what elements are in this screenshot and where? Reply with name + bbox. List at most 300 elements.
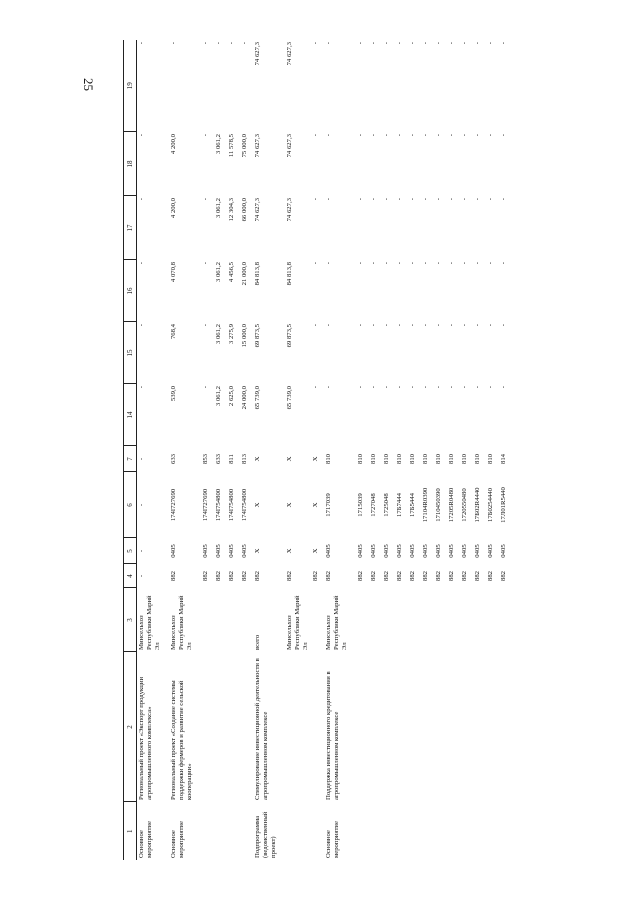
table-cell: -	[138, 198, 146, 201]
column-header: 5	[124, 538, 137, 564]
column-header: 3	[124, 588, 137, 652]
table-cell: 882	[382, 570, 390, 582]
table-cell: 0405	[460, 544, 468, 558]
table-row	[408, 40, 421, 860]
table-cell: 1725048	[382, 493, 390, 517]
table-cell: 813	[241, 453, 249, 465]
table-cell: -	[138, 457, 146, 461]
table-cell: -	[382, 42, 390, 45]
table-cell: -	[421, 42, 429, 45]
table-cell: 174I754800	[228, 488, 236, 522]
column-header: 15	[124, 322, 137, 384]
table-cell: -	[356, 386, 364, 389]
table-cell	[311, 588, 324, 652]
table-cell: -	[382, 134, 390, 137]
table-cell: -	[486, 386, 494, 389]
table-cell: 0405	[241, 544, 249, 558]
table-cell: -	[434, 324, 442, 327]
table-cell: 17Б5444	[408, 493, 416, 517]
table-cell	[434, 652, 447, 802]
table-cell: 882	[473, 570, 481, 582]
table-cell: 810	[382, 453, 390, 465]
table-cell	[486, 588, 499, 652]
table-row	[473, 40, 486, 860]
table-cell: 0405	[202, 544, 210, 558]
table-cell: -	[369, 198, 377, 201]
table-cell: -	[356, 198, 364, 201]
table-cell: -	[421, 262, 429, 265]
table-cell	[201, 802, 214, 860]
table-cell: -	[382, 262, 390, 265]
table-cell: -	[382, 386, 390, 389]
table-cell: Минсельхоз Республики Марий Эл	[286, 595, 310, 650]
table-cell: -	[369, 386, 377, 389]
table-cell	[473, 802, 486, 860]
table-cell: 84 813,8	[286, 262, 294, 286]
table-cell: -	[356, 324, 364, 327]
table-cell: -	[138, 574, 146, 578]
table-cell: 0405	[228, 544, 236, 558]
table-cell: 69 873,5	[254, 324, 262, 348]
table-cell: -	[356, 262, 364, 265]
table-cell: 74 627,3	[286, 134, 294, 158]
table-cell: 12 304,3	[228, 198, 236, 222]
table-cell: 17Б02R4440	[473, 487, 481, 523]
table-cell: 11 578,5	[228, 134, 236, 158]
table-row	[356, 40, 369, 860]
table-cell: -	[324, 386, 332, 389]
header-row	[124, 40, 137, 860]
table-cell	[240, 802, 253, 860]
table-row	[240, 40, 253, 860]
table-cell: X	[286, 456, 294, 462]
table-row	[214, 40, 227, 860]
table-cell: 810	[434, 453, 442, 465]
table-row	[434, 40, 447, 860]
table-cell: -	[395, 324, 403, 327]
table-cell: 811	[228, 454, 236, 464]
table-cell	[499, 588, 512, 652]
table-cell: Подпрограмма (ведомственный проект)	[254, 811, 278, 858]
table-cell: 768,4	[170, 324, 178, 340]
table-row	[285, 40, 311, 860]
table-cell: -	[460, 324, 468, 327]
table-cell: 17Л01R5440	[499, 487, 507, 523]
table-cell: 84 813,8	[254, 262, 262, 286]
table-cell: -	[228, 42, 236, 45]
table-cell: 4 456,5	[228, 262, 236, 283]
table-cell: 15 000,0	[241, 324, 249, 348]
table-cell: -	[369, 42, 377, 45]
table-cell: 810	[421, 453, 429, 465]
table-cell: 174I754800	[241, 488, 249, 522]
table-cell: -	[421, 134, 429, 137]
table-cell: 3 061,2	[215, 324, 223, 345]
table-cell: 3 061,2	[215, 198, 223, 219]
table-cell: 882	[170, 570, 178, 582]
table-cell: -	[460, 262, 468, 265]
table-cell: 0405	[408, 544, 416, 558]
table-cell: -	[434, 262, 442, 265]
table-cell	[408, 588, 421, 652]
table-cell: 882	[228, 570, 236, 582]
table-row	[421, 40, 434, 860]
table-cell: X	[254, 548, 262, 554]
table-cell: Минсельхоз Республики Марий Эл	[138, 595, 162, 650]
table-cell: 882	[486, 570, 494, 582]
table-cell: всего	[254, 634, 262, 650]
table-cell	[201, 588, 214, 652]
table-cell: -	[215, 42, 223, 45]
table-cell: -	[447, 42, 455, 45]
table-cell: -	[460, 198, 468, 201]
table-cell: Основное мероприятие	[170, 821, 186, 858]
table-cell: 74 627,3	[254, 42, 262, 66]
table-cell: -	[324, 262, 332, 265]
table-cell: -	[324, 324, 332, 327]
table-cell: -	[447, 324, 455, 327]
table-cell	[227, 802, 240, 860]
table-cell: 1717039	[324, 493, 332, 517]
table-cell: 2 625,0	[228, 386, 236, 407]
table-cell: 0405	[356, 544, 364, 558]
table-cell: -	[382, 198, 390, 201]
table-cell: 882	[324, 570, 332, 582]
table-row	[227, 40, 240, 860]
table-cell: -	[311, 134, 319, 137]
table-cell	[499, 802, 512, 860]
table-cell	[214, 588, 227, 652]
table-cell: 17Б7444	[395, 493, 403, 517]
table-cell	[369, 652, 382, 802]
table-cell	[421, 652, 434, 802]
table-cell	[356, 588, 369, 652]
table-cell: -	[434, 198, 442, 201]
table-cell: -	[460, 386, 468, 389]
rotated-table-container	[123, 40, 578, 860]
table-cell: -	[421, 198, 429, 201]
table-cell: -	[486, 198, 494, 201]
table-cell: -	[311, 262, 319, 265]
table-cell: 4 070,8	[170, 262, 178, 283]
table-cell: 810	[369, 453, 377, 465]
column-header: 17	[124, 196, 137, 260]
table-cell: -	[421, 386, 429, 389]
table-cell: -	[138, 386, 146, 389]
table-cell	[499, 652, 512, 802]
table-cell: 810	[395, 453, 403, 465]
table-cell: 882	[460, 570, 468, 582]
table-cell: 17Б0254440	[486, 488, 494, 522]
table-cell: 882	[215, 570, 223, 582]
table-cell	[285, 802, 311, 860]
table-cell: 882	[241, 570, 249, 582]
table-cell: 0405	[382, 544, 390, 558]
table-cell: 810	[447, 453, 455, 465]
table-cell: 74 627,3	[286, 198, 294, 222]
table-cell: Поддержка инвестиционного кредитования в агропромышленном комплексе	[324, 671, 340, 800]
table-row	[395, 40, 408, 860]
table-cell: 0405	[215, 544, 223, 558]
table-cell: -	[138, 324, 146, 327]
table-cell: -	[311, 386, 319, 389]
table-cell: Региональный проект «Экспорт продукции агропромышленного комплекса»	[138, 676, 154, 800]
table-cell	[434, 802, 447, 860]
table-cell: 0405	[486, 544, 494, 558]
table-row	[137, 40, 170, 860]
table-cell: -	[473, 324, 481, 327]
table-cell: -	[311, 324, 319, 327]
table-cell: -	[395, 42, 403, 45]
table-cell: -	[486, 262, 494, 265]
table-cell: 17205R0480	[447, 487, 455, 523]
table-cell: -	[486, 42, 494, 45]
table-cell: 3 275,9	[228, 324, 236, 345]
table-cell: 3 061,2	[215, 262, 223, 283]
table-cell: 539,0	[170, 386, 178, 402]
table-cell: 814	[499, 453, 507, 465]
table-row	[169, 40, 201, 860]
table-cell: 74 627,3	[286, 42, 294, 66]
table-cell	[356, 652, 369, 802]
table-cell: 810	[460, 453, 468, 465]
table-cell: X	[286, 502, 294, 508]
table-cell: 882	[434, 570, 442, 582]
table-cell: X	[254, 502, 262, 508]
table-cell: 75 000,0	[241, 134, 249, 158]
table-cell: -	[473, 386, 481, 389]
table-cell: -	[447, 198, 455, 201]
table-cell	[369, 802, 382, 860]
table-cell	[369, 588, 382, 652]
table-cell: -	[408, 324, 416, 327]
table-cell	[486, 652, 499, 802]
table-cell	[408, 652, 421, 802]
column-header: 6	[124, 472, 137, 538]
table-cell: 65 739,0	[286, 386, 294, 410]
table-cell	[285, 652, 311, 802]
table-cell: 882	[286, 570, 294, 582]
table-cell: 882	[408, 570, 416, 582]
table-row	[447, 40, 460, 860]
table-cell: X	[311, 456, 319, 462]
table-cell: -	[499, 42, 507, 45]
table-cell: 633	[215, 453, 223, 465]
page-number: 25	[81, 78, 96, 91]
table-cell: Основное мероприятие	[324, 821, 340, 858]
table-cell: 1710450390	[434, 488, 442, 522]
column-header: 2	[124, 652, 137, 802]
table-cell: -	[395, 198, 403, 201]
table-cell: 810	[473, 453, 481, 465]
table-cell	[447, 802, 460, 860]
table-cell	[214, 652, 227, 802]
table-cell: -	[499, 324, 507, 327]
table-cell: -	[202, 386, 210, 389]
table-cell: 66 000,0	[241, 198, 249, 222]
table-cell: 21 000,0	[241, 262, 249, 286]
table-cell: 0405	[421, 544, 429, 558]
table-cell: 0405	[447, 544, 455, 558]
table-cell: 3 061,2	[215, 386, 223, 407]
table-cell: 0405	[473, 544, 481, 558]
table-cell: 174I754800	[215, 488, 223, 522]
table-cell	[395, 652, 408, 802]
table-row	[486, 40, 499, 860]
table-cell: X	[286, 548, 294, 554]
table-cell	[201, 652, 214, 802]
table-cell: 810	[486, 453, 494, 465]
table-cell: 0405	[170, 544, 178, 558]
table-row	[201, 40, 214, 860]
column-header: 7	[124, 446, 137, 472]
table-cell: 882	[395, 570, 403, 582]
table-cell: Минсельхоз Республики Марий Эл	[170, 595, 194, 650]
table-cell: X	[311, 548, 319, 554]
table-cell: -	[138, 262, 146, 265]
table-cell: 1727048	[369, 493, 377, 517]
table-cell: 853	[202, 453, 210, 465]
table-cell: 0405	[324, 544, 332, 558]
table-cell: 174I727690	[170, 488, 178, 522]
table-row	[369, 40, 382, 860]
table-cell: X	[311, 502, 319, 508]
table-cell: X	[254, 456, 262, 462]
budget-table	[123, 40, 512, 860]
table-cell: 24 000,0	[241, 386, 249, 410]
table-cell: 0405	[395, 544, 403, 558]
table-row	[253, 40, 285, 860]
table-cell	[447, 652, 460, 802]
table-cell: -	[473, 134, 481, 137]
table-cell: 0405	[499, 544, 507, 558]
table-cell: 810	[408, 453, 416, 465]
table-cell: -	[473, 42, 481, 45]
table-cell: 17104R0390	[421, 487, 429, 523]
table-cell	[460, 588, 473, 652]
table-cell	[447, 588, 460, 652]
table-cell: 882	[499, 570, 507, 582]
table-cell: -	[447, 386, 455, 389]
table-cell: -	[421, 324, 429, 327]
table-cell: -	[138, 503, 146, 507]
table-cell: -	[447, 262, 455, 265]
table-cell	[473, 588, 486, 652]
table-cell: -	[408, 42, 416, 45]
table-row	[460, 40, 473, 860]
table-cell: 633	[170, 453, 178, 465]
table-cell: -	[486, 324, 494, 327]
table-cell	[473, 652, 486, 802]
table-cell: -	[356, 42, 364, 45]
table-cell	[356, 802, 369, 860]
table-cell: -	[408, 262, 416, 265]
table-cell: -	[170, 42, 178, 45]
table-cell: -	[324, 42, 332, 45]
table-cell: -	[395, 262, 403, 265]
table-cell: -	[369, 324, 377, 327]
table-cell	[311, 652, 324, 802]
table-cell: 882	[447, 570, 455, 582]
table-cell: Минсельхоз Республики Марий Эл	[324, 595, 348, 650]
table-cell: 174I727690	[202, 488, 210, 522]
table-cell: 69 873,5	[286, 324, 294, 348]
table-cell	[395, 802, 408, 860]
table-cell: -	[369, 262, 377, 265]
table-cell: 882	[254, 570, 262, 582]
table-cell: 0405	[369, 544, 377, 558]
table-cell: 4 200,0	[170, 198, 178, 219]
table-cell: -	[369, 134, 377, 137]
table-cell: Стимулирование инвестиционной деятельности в агропромышленном комплексе	[254, 658, 270, 800]
table-cell: -	[324, 198, 332, 201]
table-cell: 810	[356, 453, 364, 465]
table-cell: -	[460, 42, 468, 45]
table-cell	[214, 802, 227, 860]
table-cell	[395, 588, 408, 652]
table-cell: Региональный проект «Создание системы поддержки фермеров и развитие сельской кооперации»	[170, 680, 194, 800]
table-row	[499, 40, 512, 860]
table-cell: 1720550480	[460, 488, 468, 522]
table-cell: -	[138, 134, 146, 137]
table-cell: -	[138, 42, 146, 45]
table-cell	[434, 588, 447, 652]
table-cell: -	[434, 42, 442, 45]
table-cell	[311, 802, 324, 860]
table-cell: -	[434, 134, 442, 137]
column-header: 4	[124, 564, 137, 588]
table-cell: 882	[369, 570, 377, 582]
table-row	[324, 40, 356, 860]
table-cell	[460, 802, 473, 860]
column-header: 18	[124, 132, 137, 196]
table-row	[311, 40, 324, 860]
table-cell: -	[395, 134, 403, 137]
table-cell: -	[382, 324, 390, 327]
column-header: 1	[124, 802, 137, 860]
table-cell	[382, 652, 395, 802]
column-header: 19	[124, 40, 137, 132]
table-cell: -	[447, 134, 455, 137]
table-cell: 65 739,0	[254, 386, 262, 410]
table-cell: -	[408, 198, 416, 201]
table-cell	[382, 802, 395, 860]
table-cell: 810	[324, 453, 332, 465]
table-cell: -	[356, 134, 364, 137]
table-cell: Основное мероприятие	[138, 821, 154, 858]
table-cell	[486, 802, 499, 860]
table-cell	[421, 802, 434, 860]
table-cell: -	[499, 386, 507, 389]
table-cell: -	[499, 262, 507, 265]
table-cell: 0405	[434, 544, 442, 558]
table-cell: -	[324, 134, 332, 137]
table-cell: -	[241, 42, 249, 45]
table-cell: 74 627,3	[254, 134, 262, 158]
table-cell: 3 061,2	[215, 134, 223, 155]
table-cell	[240, 588, 253, 652]
table-cell: 882	[311, 570, 319, 582]
table-cell: -	[202, 42, 210, 45]
table-cell: -	[202, 198, 210, 201]
table-cell	[240, 652, 253, 802]
table-row	[382, 40, 395, 860]
table-cell: -	[434, 386, 442, 389]
table-cell: -	[408, 386, 416, 389]
table-cell: -	[138, 549, 146, 553]
table-cell	[460, 652, 473, 802]
table-cell: 882	[356, 570, 364, 582]
